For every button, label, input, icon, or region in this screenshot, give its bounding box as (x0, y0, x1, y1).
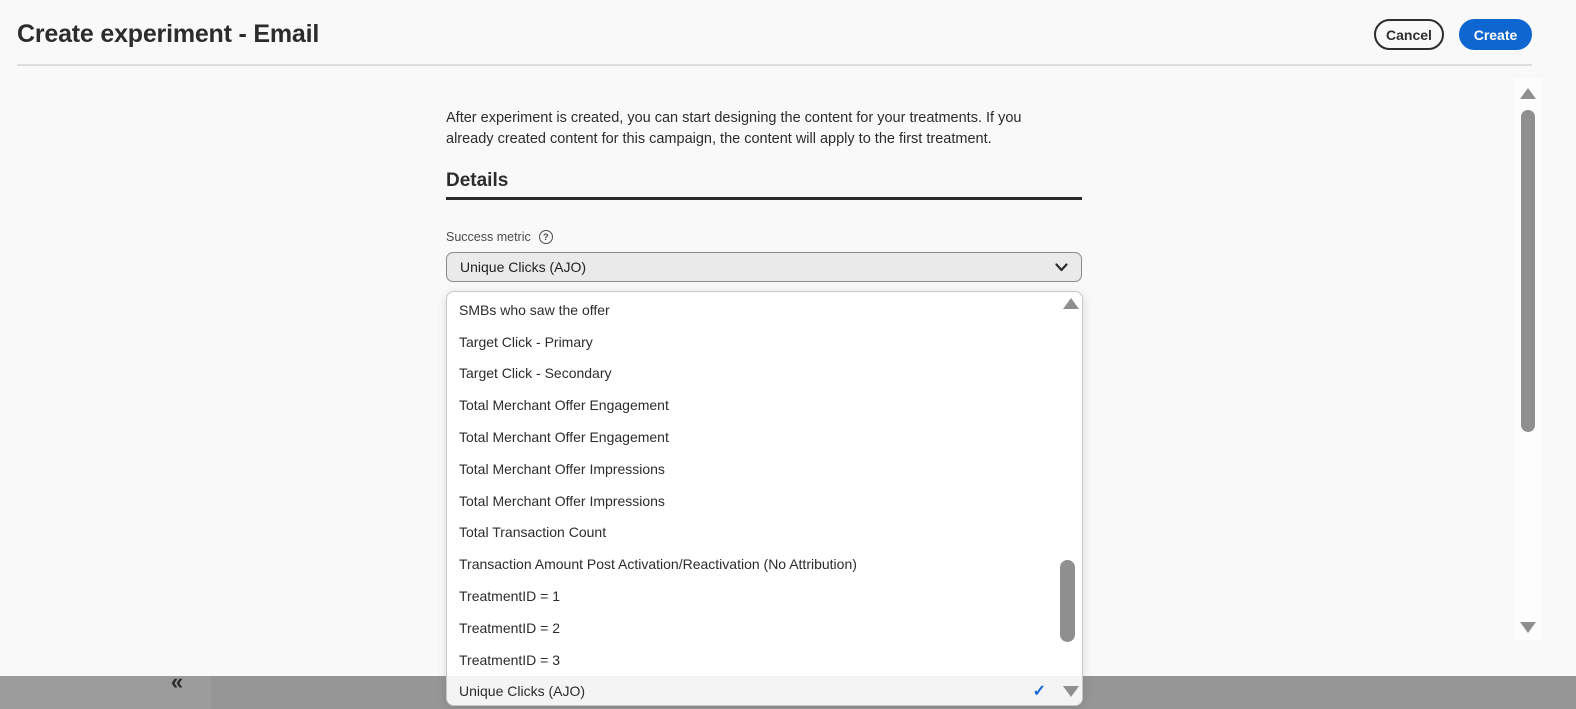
select-value: Unique Clicks (AJO) (460, 259, 587, 275)
main-scroll-up-icon[interactable] (1520, 88, 1536, 99)
dropdown-option[interactable]: Target Click - Secondary (459, 365, 612, 382)
details-heading: Details (446, 170, 509, 191)
page-title: Create experiment - Email (17, 20, 320, 48)
popup-scroll-down-icon[interactable] (1063, 686, 1079, 697)
success-metric-select[interactable] (446, 252, 1082, 282)
dropdown-option-label: Unique Clicks (AJO) (459, 683, 586, 700)
dropdown-option[interactable]: SMBs who saw the offer (459, 301, 610, 318)
dropdown-option[interactable]: Total Merchant Offer Engagement (459, 429, 669, 446)
main-scroll-down-icon[interactable] (1520, 622, 1536, 633)
popup-scrollbar-thumb[interactable] (1060, 560, 1075, 642)
success-metric-dropdown-popup (446, 291, 1083, 706)
dropdown-option-selected[interactable] (447, 676, 1082, 706)
dropdown-option[interactable]: Transaction Amount Post Activation/Reactivation (No Attribution) (459, 556, 857, 573)
dropdown-option[interactable]: TreatmentID = 1 (459, 588, 561, 605)
header-divider (17, 64, 1532, 66)
check-icon: ✓ (1032, 683, 1046, 701)
success-metric-label-row (446, 230, 553, 244)
main-scrollbar-thumb[interactable] (1521, 110, 1535, 432)
intro-text: After experiment is created, you can start designing the content for your treatments. If you already created content for this campaign, the content will apply to the first treatment. (446, 110, 1022, 147)
collapse-sidebar-icon[interactable]: « (170, 669, 184, 694)
create-button[interactable]: Create (1459, 19, 1532, 50)
dropdown-option[interactable]: Total Transaction Count (459, 524, 607, 541)
dropdown-option[interactable]: TreatmentID = 2 (459, 619, 561, 636)
dropdown-option[interactable]: Target Click - Primary (459, 333, 593, 350)
cancel-button[interactable]: Cancel (1374, 19, 1444, 50)
dropdown-option[interactable]: TreatmentID = 3 (459, 651, 561, 668)
details-section-rule (446, 197, 1082, 200)
help-icon[interactable]: ? (539, 230, 553, 244)
success-metric-label: Success metric (446, 230, 531, 244)
dropdown-option[interactable]: Total Merchant Offer Impressions (459, 460, 665, 477)
dropdown-option[interactable]: Total Merchant Offer Impressions (459, 492, 665, 509)
dropdown-option[interactable]: Total Merchant Offer Engagement (459, 397, 669, 414)
chevron-down-icon (1055, 263, 1068, 272)
popup-scroll-up-icon[interactable] (1063, 298, 1079, 309)
